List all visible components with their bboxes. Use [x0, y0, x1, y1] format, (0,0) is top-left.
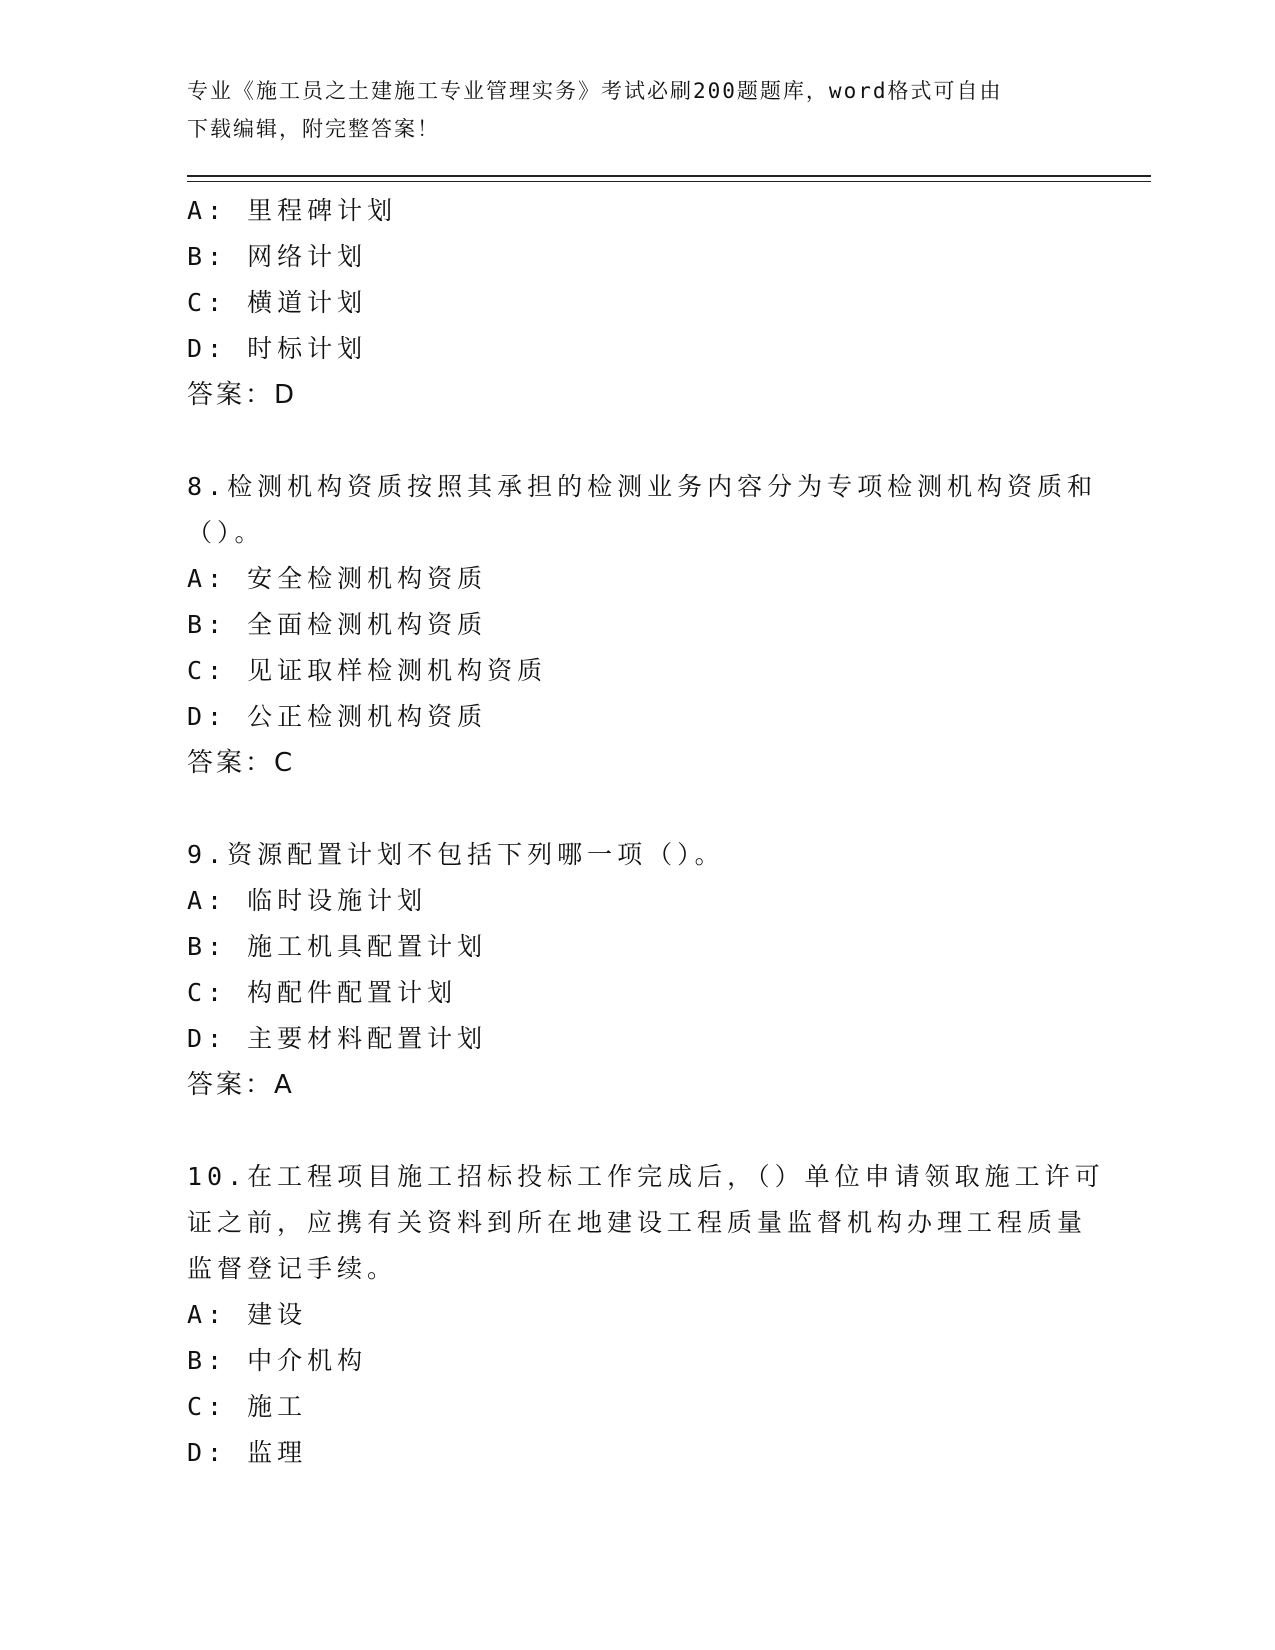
option-d: D: 主要材料配置计划	[187, 1024, 488, 1053]
header-line-1: 专业《施工员之土建施工专业管理实务》考试必刷200题题库，word格式可自由	[187, 79, 1003, 103]
option-c: C: 横道计划	[187, 288, 368, 317]
answer: 答案：C	[187, 748, 296, 778]
header-line-2: 下载编辑，附完整答案！	[187, 117, 440, 141]
option-d: D: 时标计划	[187, 334, 368, 363]
answer: 答案：A	[187, 1070, 295, 1100]
spacer	[187, 1108, 1077, 1154]
option-c: C: 施工	[187, 1392, 308, 1421]
header-divider-thick	[187, 175, 1151, 177]
option-c: C: 构配件配置计划	[187, 978, 458, 1007]
option-a: A: 安全检测机构资质	[187, 564, 488, 593]
option-b: B: 网络计划	[187, 242, 368, 271]
spacer	[187, 418, 1077, 464]
option-a: A: 建设	[187, 1300, 308, 1329]
option-a: A: 里程碑计划	[187, 196, 398, 225]
document-header	[187, 72, 1067, 148]
header-divider-thin	[187, 181, 1151, 182]
question-stem-line-2: 证之前，应携有关资料到所在地建设工程质量监督机构办理工程质量	[187, 1208, 1088, 1237]
option-b: B: 施工机具配置计划	[187, 932, 488, 961]
question-7	[187, 188, 1077, 418]
spacer	[187, 786, 1077, 832]
option-b: B: 中介机构	[187, 1346, 368, 1375]
option-d: D: 公正检测机构资质	[187, 702, 488, 731]
option-d: D: 监理	[187, 1438, 308, 1467]
option-a: A: 临时设施计划	[187, 886, 428, 915]
question-stem-line-3: 监督登记手续。	[187, 1254, 398, 1283]
option-b: B: 全面检测机构资质	[187, 610, 488, 639]
question-8	[187, 464, 1098, 786]
question-stem-line-1: 8.检测机构资质按照其承担的检测业务内容分为专项检测机构资质和	[187, 472, 1098, 501]
question-9	[187, 832, 1077, 1108]
question-stem-line-1: 9.资源配置计划不包括下列哪一项（）。	[187, 840, 725, 869]
option-c: C: 见证取样检测机构资质	[187, 656, 548, 685]
question-10	[187, 1154, 1105, 1476]
question-stem-line-1: 10.在工程项目施工招标投标工作完成后，（）单位申请领取施工许可	[187, 1162, 1105, 1191]
answer: 答案：D	[187, 380, 298, 410]
question-list	[187, 188, 1105, 1476]
question-stem-line-2: （）。	[187, 518, 265, 547]
